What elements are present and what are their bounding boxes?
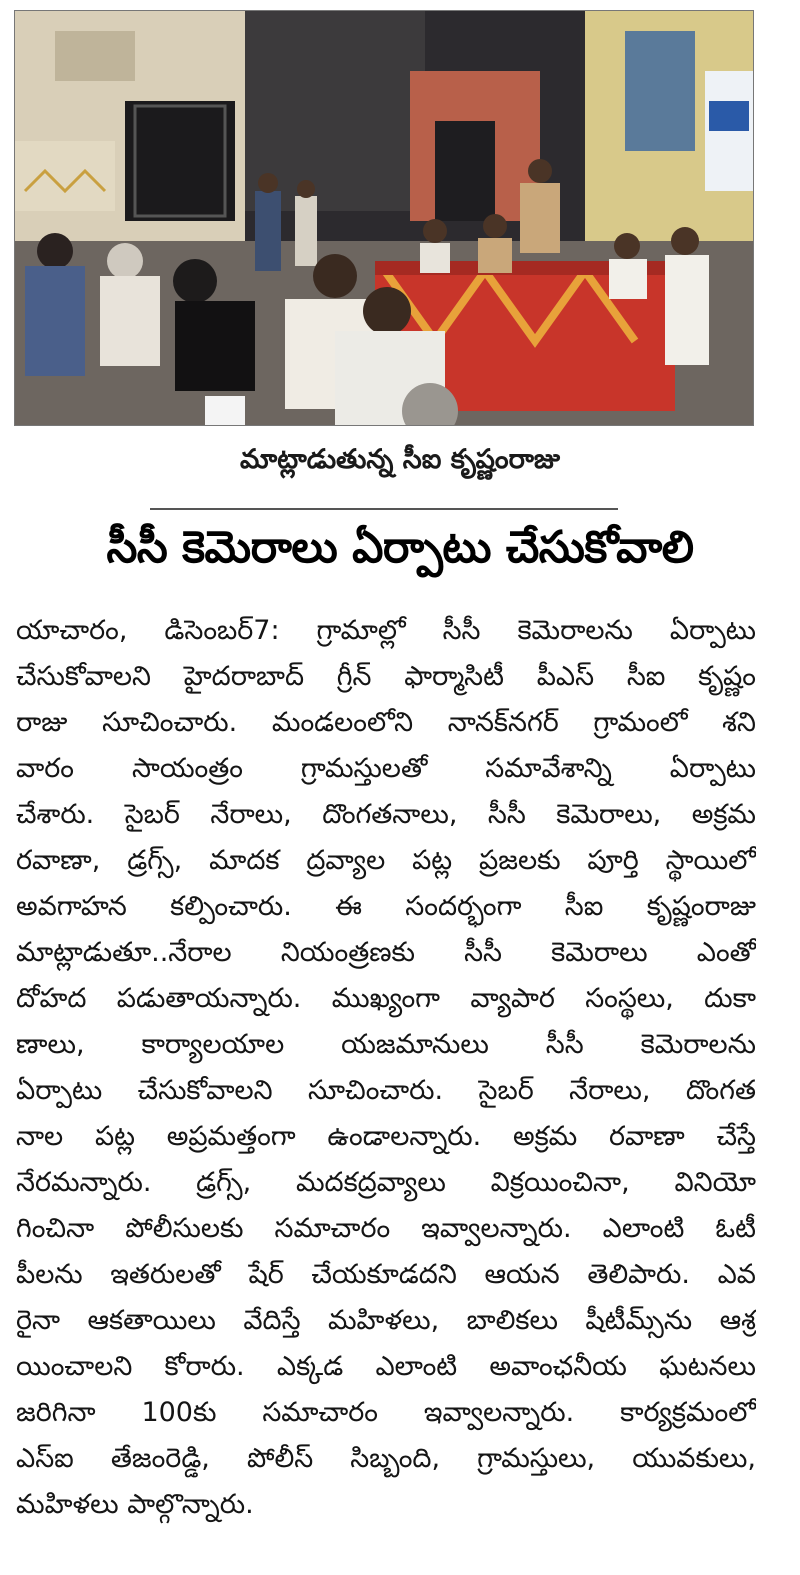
article-line-last: మహిళలు పాల్గొన్నారు.: [16, 1489, 254, 1520]
caption-divider: [150, 508, 618, 510]
article-line: చేసుకోవాలని హైదరాబాద్ గ్రీన్ ఫార్మాసిటీ పీఎస్ సీఐ కృష్ణం: [16, 661, 756, 692]
article-line: ఎస్ఐ తేజంరెడ్డి, పోలీస్ సిబ్బంది, గ్రామస్తులు, యువకులు,: [16, 1443, 756, 1474]
photo-caption: మాట్లాడుతున్న సీఐ కృష్ణంరాజు: [239, 444, 561, 475]
article-line: యించాలని కోరారు. ఎక్కడ ఎలాంటి అవాంఛనీయ ఘటనలు: [16, 1351, 756, 1382]
article-line: జరిగినా 100కు సమాచారం ఇవ్వాలన్నారు. కార్యక్రమంలో: [16, 1397, 756, 1428]
article-line: నేరమన్నారు. డ్రగ్స్, మదకద్రవ్యాలు విక్రయించినా, వినియో: [16, 1167, 756, 1198]
article-line: పీలను ఇతరులతో షేర్ చేయకూడదని ఆయన తెలిపారు. ఎవ: [16, 1259, 756, 1290]
meeting-photo-illustration: [15, 11, 753, 425]
article-line: రవాణా, డ్రగ్స్, మాదక ద్రవ్యాల పట్ల ప్రజలకు పూర్తి స్థాయిలో: [16, 845, 756, 876]
article-line: యాచారం, డిసెంబర్7: గ్రామాల్లో సీసీ కెమెరాలను ఏర్పాటు: [16, 615, 756, 646]
article-line: వారం సాయంత్రం గ్రామస్తులతో సమావేశాన్ని ఏర్పాటు: [16, 753, 756, 784]
article-line: రాజు సూచించారు. మండలంలోని నానక్‌నగర్ గ్రామంలో శని: [16, 707, 756, 738]
article-line: నాల పట్ల అప్రమత్తంగా ఉండాలన్నారు. అక్రమ రవాణా చేస్తే: [16, 1121, 756, 1152]
meeting-photo: [14, 10, 754, 426]
article-line: ఏర్పాటు చేసుకోవాలని సూచించారు. సైబర్ నేరాలు, దొంగత: [16, 1075, 756, 1106]
article-line: రైనా ఆకతాయిలు వేదిస్తే మహిళలు, బాలికలు షీటీమ్స్‌ను ఆశ్ర: [16, 1305, 756, 1336]
article-body: [16, 608, 756, 1528]
article-line: ణాలు, కార్యాలయాల యజమానులు సీసీ కెమెరాలను: [16, 1029, 756, 1060]
article-headline: సీసీ కెమెరాలు ఏర్పాటు చేసుకోవాలి: [106, 522, 694, 573]
article-line: గించినా పోలీసులకు సమాచారం ఇవ్వాలన్నారు. ఎలాంటి ఓటీ: [16, 1213, 756, 1244]
article-line: దోహద పడుతాయన్నారు. ముఖ్యంగా వ్యాపార సంస్థలు, దుకా: [16, 983, 756, 1014]
article-line: మాట్లాడుతూ..నేరాల నియంత్రణకు సీసీ కెమెరాలు ఎంతో: [16, 937, 756, 968]
article-line: అవగాహన కల్పించారు. ఈ సందర్భంగా సీఐ కృష్ణంరాజు: [16, 891, 756, 922]
article-line: చేశారు. సైబర్ నేరాలు, దొంగతనాలు, సీసీ కెమెరాలు, అక్రమ: [16, 799, 756, 830]
